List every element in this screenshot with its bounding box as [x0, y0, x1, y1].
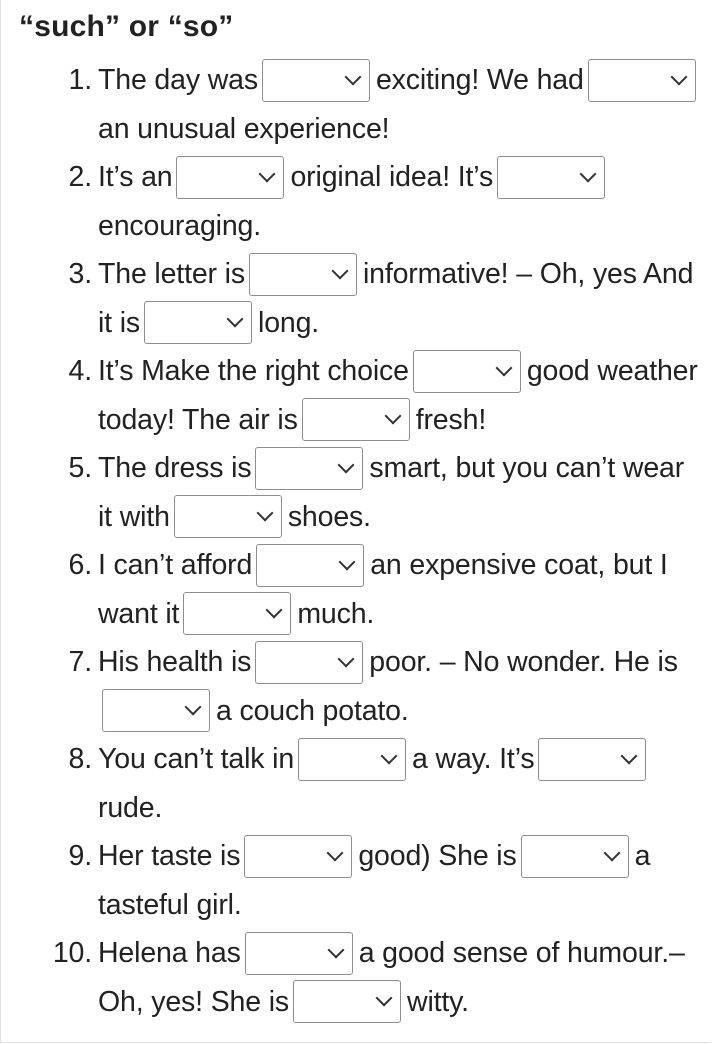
item-text: The dress is	[98, 452, 252, 484]
chevron-down-icon	[495, 359, 512, 376]
answer-dropdown[interactable]	[249, 253, 357, 296]
answer-dropdown[interactable]	[256, 544, 364, 587]
item-number: 2.	[68, 161, 92, 193]
item-number: 9.	[68, 840, 92, 872]
item-text: I can’t afford	[98, 549, 253, 581]
answer-dropdown[interactable]	[245, 932, 353, 975]
answer-dropdown[interactable]	[183, 592, 291, 635]
answer-dropdown[interactable]	[588, 59, 696, 102]
chevron-down-icon	[344, 68, 361, 85]
list-item	[0, 250, 712, 347]
item-text: an unusual experience!	[98, 112, 390, 145]
chevron-down-icon	[338, 456, 355, 473]
list-item	[0, 153, 712, 250]
item-text: original idea! It’s	[290, 161, 494, 193]
item-number: 6.	[68, 549, 92, 581]
item-number: 1.	[68, 64, 92, 96]
answer-dropdown[interactable]	[174, 495, 282, 538]
answer-dropdown[interactable]	[255, 447, 363, 490]
item-text: It’s an	[98, 161, 173, 193]
answer-dropdown[interactable]	[302, 398, 410, 441]
chevron-down-icon	[580, 165, 597, 182]
chevron-down-icon	[227, 311, 244, 328]
item-text: exciting! We had	[375, 64, 584, 96]
item-text: His health is	[98, 646, 252, 678]
answer-dropdown[interactable]	[521, 835, 629, 878]
answer-dropdown[interactable]	[293, 980, 401, 1023]
exercise-title: “such” or “so”	[19, 10, 234, 43]
list-item	[0, 56, 712, 153]
answer-dropdown[interactable]	[262, 59, 370, 102]
list-item	[0, 444, 712, 541]
chevron-down-icon	[327, 941, 344, 958]
list-item	[0, 541, 712, 638]
chevron-down-icon	[327, 844, 344, 861]
chevron-down-icon	[381, 747, 398, 764]
chevron-down-icon	[339, 553, 356, 570]
list-item	[0, 929, 712, 1026]
item-text: encouraging.	[98, 209, 261, 242]
item-text: good) She is	[358, 840, 517, 872]
chevron-down-icon	[185, 699, 202, 716]
chevron-down-icon	[384, 408, 401, 425]
chevron-down-icon	[338, 650, 355, 667]
list-item	[0, 735, 712, 832]
item-text: an expensive coat, but I want it	[98, 549, 668, 630]
item-text: shoes.	[287, 500, 371, 533]
list-item	[0, 832, 712, 929]
item-number: 8.	[68, 743, 92, 775]
item-text: The letter is	[98, 258, 245, 290]
list-item	[0, 638, 712, 735]
item-text: a good sense of humour.– Oh, yes! She is	[98, 937, 685, 1018]
chevron-down-icon	[331, 262, 348, 279]
chevron-down-icon	[670, 68, 687, 85]
answer-dropdown[interactable]	[538, 738, 646, 781]
item-text: long.	[258, 306, 320, 339]
item-text: Helena has	[98, 937, 241, 969]
chevron-down-icon	[603, 844, 620, 861]
chevron-down-icon	[376, 990, 393, 1007]
answer-dropdown[interactable]	[413, 350, 521, 393]
item-text: rude.	[98, 791, 163, 824]
answer-dropdown[interactable]	[144, 301, 252, 344]
item-text: witty.	[407, 985, 469, 1018]
chevron-down-icon	[256, 505, 273, 522]
exercise-list	[0, 56, 712, 1026]
item-text: Her taste is	[98, 840, 241, 872]
chevron-down-icon	[266, 602, 283, 619]
answer-dropdown[interactable]	[298, 738, 406, 781]
item-text: much.	[297, 597, 375, 630]
answer-dropdown[interactable]	[497, 156, 605, 199]
item-number: 5.	[68, 452, 92, 484]
answer-dropdown[interactable]	[176, 156, 284, 199]
item-text: informative! – Oh, yes And it is	[98, 258, 694, 339]
item-text: It’s Make the right choice	[98, 355, 409, 387]
chevron-down-icon	[621, 747, 638, 764]
item-number: 4.	[68, 355, 92, 387]
item-text: The day was	[98, 64, 258, 96]
item-number: 7.	[68, 646, 92, 678]
item-text: You can’t talk in	[98, 743, 295, 775]
item-text: smart, but you can’t wear it with	[98, 452, 685, 533]
list-item	[0, 347, 712, 444]
item-number: 3.	[68, 258, 92, 290]
answer-dropdown[interactable]	[255, 641, 363, 684]
item-text: poor. – No wonder. He is	[369, 646, 678, 678]
item-text: a way. It’s	[412, 743, 535, 775]
answer-dropdown[interactable]	[102, 689, 210, 732]
answer-dropdown[interactable]	[244, 835, 352, 878]
item-text: good weather today! The air is	[98, 355, 698, 436]
item-text: a couch potato.	[216, 694, 409, 727]
item-number: 10.	[52, 937, 92, 969]
item-text: fresh!	[415, 403, 487, 436]
item-text: a tasteful girl.	[98, 840, 651, 921]
chevron-down-icon	[259, 165, 276, 182]
